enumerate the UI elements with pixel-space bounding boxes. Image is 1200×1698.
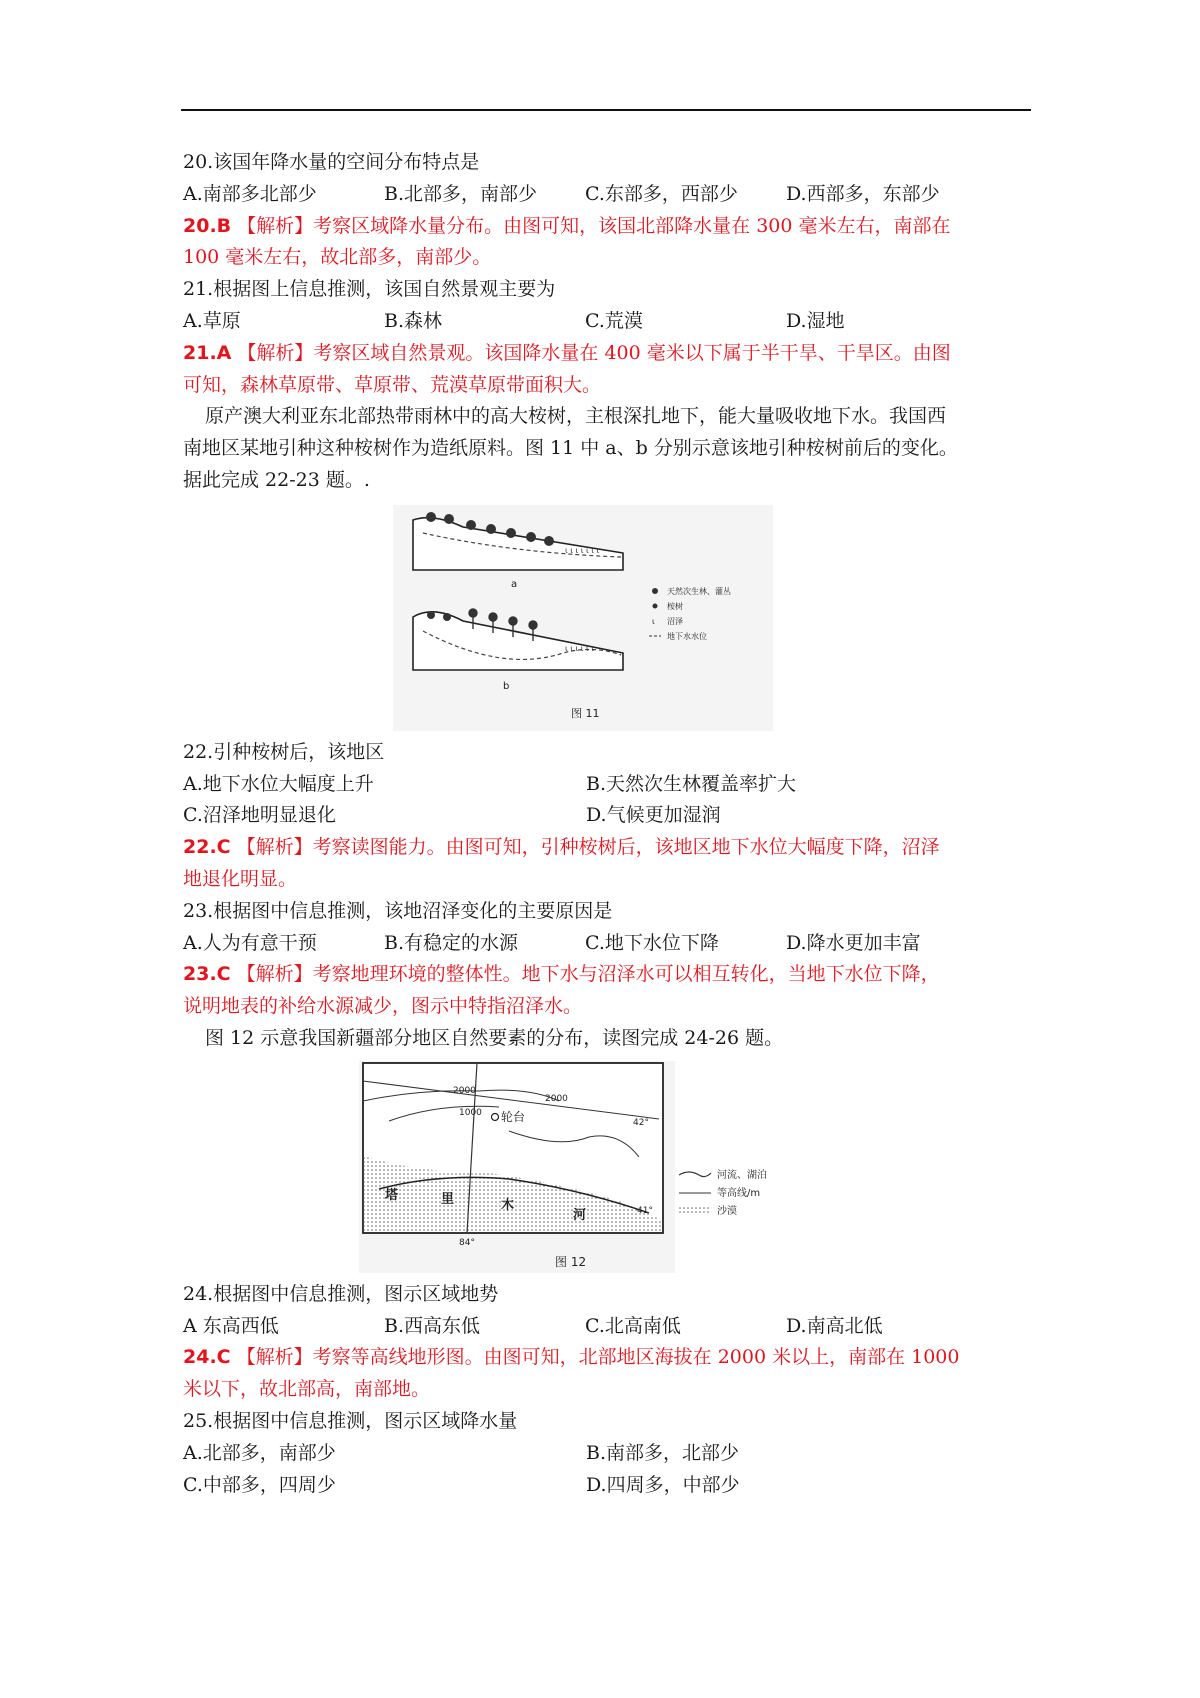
options-row — [183, 306, 1033, 338]
answer-explanation — [183, 959, 1033, 991]
option-b: B.天然次生林覆盖率扩大 — [586, 772, 797, 795]
option-c: C.沼泽地明显退化 — [183, 804, 336, 827]
option-a: A.人为有意干预 — [183, 931, 317, 954]
option-b: B.北部多，南部少 — [384, 182, 538, 205]
legend-forest: 天然次生林、灌丛 — [667, 586, 731, 596]
figure-11-diagram — [393, 505, 773, 731]
option-c: C.地下水位下降 — [585, 931, 719, 954]
option-b: B.西高东低 — [384, 1314, 481, 1337]
desert-char: 河 — [573, 1207, 587, 1223]
answer-number: 23.C — [183, 963, 231, 986]
legend-contour: 等高线/m — [717, 1187, 761, 1199]
passage-text: 原产澳大利亚东北部热带雨林中的高大桉树，主根深扎地下，能大量吸收地下水。我国西 — [205, 405, 947, 428]
question-stem: 23.根据图中信息推测，该地沼泽变化的主要原因是 — [183, 899, 613, 922]
answer-continuation: 说明地表的补给水源减少，图示中特指沼泽水。 — [183, 995, 583, 1018]
option-d: D.湿地 — [786, 309, 845, 332]
option-b: B.南部多，北部少 — [586, 1441, 740, 1464]
option-c: C.荒漠 — [585, 309, 643, 332]
figure-12-caption: 图 12 — [555, 1254, 587, 1269]
document-page — [183, 147, 1033, 1501]
figure-12-map — [359, 1061, 675, 1273]
option-c: C.东部多，西部少 — [585, 182, 738, 205]
answer-explanation — [183, 211, 1033, 243]
option-b: B.有稳定的水源 — [384, 931, 519, 954]
legend-river-lake: 河流、湖泊 — [717, 1169, 767, 1181]
option-a: A.地下水位大幅度上升 — [183, 772, 374, 795]
figure-label-b: b — [503, 680, 510, 692]
answer-continuation: 可知，森林草原带、草原带、荒漠草原带面积大。 — [183, 373, 602, 396]
option-c: C.北高南低 — [585, 1314, 681, 1337]
contour-label: 2000 — [453, 1085, 476, 1096]
options-row — [183, 1311, 1033, 1343]
passage-text: 南地区某地引种这种桉树作为造纸原料。图 11 中 a、b 分别示意该地引种桉树前后的变化。 — [183, 437, 958, 460]
answer-text: 【解析】考察等高线地形图。由图可知，北部地区海拔在 2000 米以上，南部在 1000 — [230, 1346, 960, 1369]
desert-char: 木 — [501, 1197, 515, 1213]
header-rule — [181, 109, 1031, 111]
options-row — [183, 800, 1033, 832]
answer-explanation — [183, 832, 1033, 864]
legend-water-table: 地下水水位 — [667, 631, 707, 641]
options-row — [183, 769, 1033, 801]
option-a: A 东高西低 — [183, 1314, 279, 1337]
question-stem: 22.引种桉树后，该地区 — [183, 740, 385, 763]
legend-desert: 沙漠 — [717, 1205, 737, 1217]
legend-eucalyptus: 桉树 — [667, 601, 683, 611]
options-row — [183, 179, 1033, 211]
question-stem: 24.根据图中信息推测，图示区域地势 — [183, 1282, 499, 1305]
figure-11 — [183, 497, 1033, 737]
option-b: B.森林 — [384, 309, 443, 332]
figure-12 — [183, 1055, 1033, 1279]
legend-swamp: 沼泽 — [667, 616, 683, 626]
answer-text: 【解析】考察区域降水量分布。由图可知，该国北部降水量在 300 毫米左右，南部在 — [231, 214, 951, 237]
figure-label-a: a — [511, 578, 518, 590]
svg-text:ι ι ι ι ι ι: ι ι ι ι ι ι — [565, 643, 594, 653]
figure-12-legend — [675, 1163, 795, 1229]
contour-label: 1000 — [459, 1107, 482, 1118]
answer-text: 【解析】考察地理环境的整体性。地下水与沼泽水可以相互转化，当地下水位下降， — [230, 963, 940, 986]
option-a: A.草原 — [183, 309, 241, 332]
option-d: D.降水更加丰富 — [786, 931, 921, 954]
question-stem: 21.根据图上信息推测，该国自然景观主要为 — [183, 278, 556, 301]
answer-continuation: 地退化明显。 — [183, 867, 298, 890]
answer-continuation: 100 毫米左右，故北部多，南部少。 — [183, 246, 492, 269]
answer-number: 24.C — [183, 1346, 231, 1369]
passage-text: 图 12 示意我国新疆部分地区自然要素的分布，读图完成 24-26 题。 — [205, 1026, 784, 1049]
question-stem: 20.该国年降水量的空间分布特点是 — [183, 151, 480, 173]
figure-11-caption: 图 11 — [571, 706, 600, 720]
answer-explanation — [183, 338, 1033, 370]
contour-label: 2000 — [545, 1093, 568, 1104]
options-row — [183, 1438, 1033, 1470]
question-stem: 25.根据图中信息推测，图示区域降水量 — [183, 1409, 518, 1432]
option-d: D.南高北低 — [786, 1314, 883, 1337]
option-c: C.中部多，四周少 — [183, 1473, 336, 1496]
city-label: 轮台 — [501, 1109, 526, 1124]
options-row — [183, 1470, 1033, 1502]
answer-number: 20.B — [183, 214, 232, 237]
answer-text: 【解析】考察读图能力。由图可知，引种桉树后，该地区地下水位大幅度下降，沼泽 — [230, 836, 940, 859]
latitude-label: 42° — [633, 1117, 649, 1128]
passage-text: 据此完成 22-23 题。. — [183, 468, 370, 491]
option-a: A.南部多北部少 — [183, 182, 317, 205]
answer-continuation: 米以下，故北部高，南部地。 — [183, 1378, 431, 1401]
desert-char: 里 — [441, 1191, 455, 1207]
svg-text:ι ι ι ι ι ι ι: ι ι ι ι ι ι ι — [565, 545, 600, 555]
option-d: D.气候更加湿润 — [586, 804, 721, 827]
answer-number: 21.A — [183, 341, 232, 364]
option-d: D.西部多，东部少 — [786, 182, 940, 205]
answer-text: 【解析】考察区域自然景观。该国降水量在 400 毫米以下属于半干旱、干旱区。由图 — [231, 341, 951, 364]
svg-text:ι: ι — [652, 616, 655, 626]
latitude-label: 41° — [637, 1205, 653, 1216]
longitude-label: 84° — [459, 1237, 475, 1248]
options-row — [183, 928, 1033, 960]
answer-number: 22.C — [183, 836, 231, 859]
option-d: D.四周多，中部少 — [586, 1473, 740, 1496]
answer-explanation — [183, 1342, 1033, 1374]
option-a: A.北部多，南部少 — [183, 1441, 336, 1464]
desert-char: 塔 — [385, 1187, 399, 1203]
